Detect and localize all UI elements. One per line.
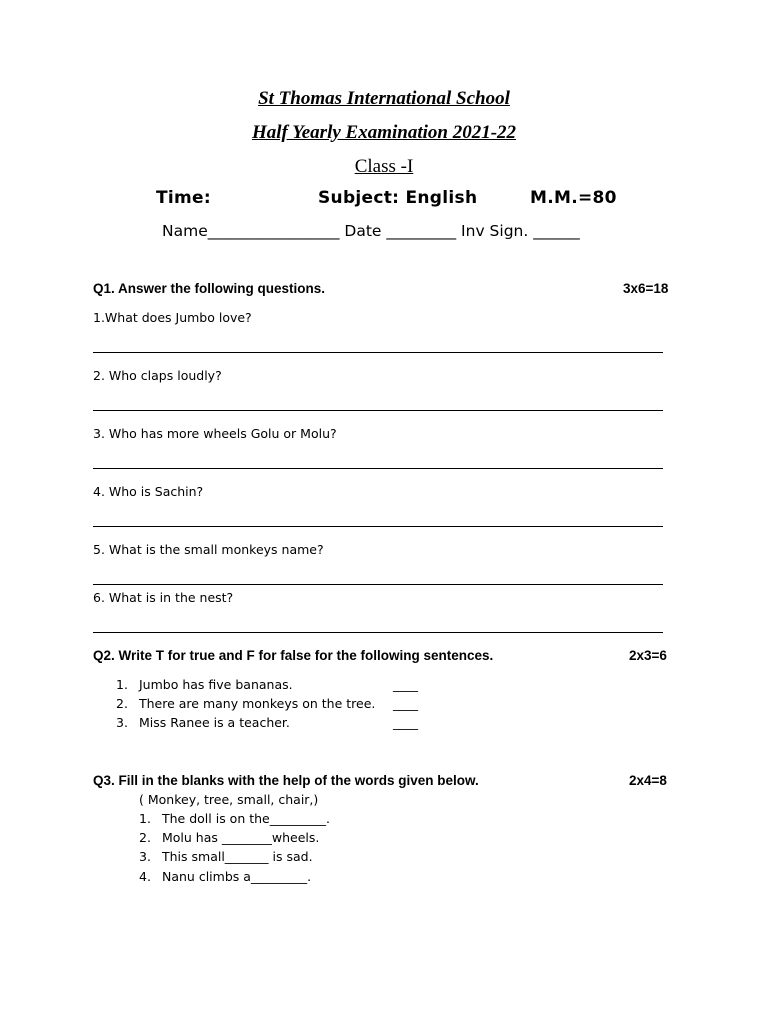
q3-item-text: Nanu climbs a_________. bbox=[162, 869, 312, 884]
max-marks-label: M.M.=80 bbox=[530, 188, 617, 208]
q1-question-6: 6. What is in the nest? bbox=[93, 590, 234, 605]
q2-item-text: Jumbo has five bananas. bbox=[139, 677, 293, 692]
q2-item-text: There are many monkeys on the tree. bbox=[139, 696, 376, 711]
q2-item-text: Miss Ranee is a teacher. bbox=[139, 715, 290, 730]
q3-item-text: This small_______ is sad. bbox=[162, 849, 313, 864]
q3-item-text: The doll is on the_________. bbox=[162, 811, 330, 826]
exam-title: Half Yearly Examination 2021-22 bbox=[251, 122, 517, 143]
subject-label: Subject: English bbox=[318, 188, 478, 208]
q2-heading: Q2. Write T for true and F for false for the following sentences. bbox=[93, 648, 494, 663]
q3-item-number: 2. bbox=[139, 830, 151, 845]
answer-line-3[interactable] bbox=[93, 468, 663, 469]
q2-item-blank[interactable]: ____ bbox=[393, 696, 418, 711]
answer-line-6[interactable] bbox=[93, 632, 663, 633]
q1-marks: 3x6=18 bbox=[623, 281, 669, 296]
q3-heading: Q3. Fill in the blanks with the help of the words given below. bbox=[93, 773, 479, 788]
class-label: Class -I bbox=[354, 156, 414, 177]
q1-question-3: 3. Who has more wheels Golu or Molu? bbox=[93, 426, 337, 441]
q1-question-4: 4. Who is Sachin? bbox=[93, 484, 204, 499]
q1-question-1: 1.What does Jumbo love? bbox=[93, 310, 252, 325]
answer-line-2[interactable] bbox=[93, 410, 663, 411]
q3-item-number: 1. bbox=[139, 811, 151, 826]
q2-item-number: 2. bbox=[116, 696, 128, 711]
q1-question-2: 2. Who claps loudly? bbox=[93, 368, 222, 383]
time-label: Time: bbox=[156, 188, 211, 208]
q2-item-number: 3. bbox=[116, 715, 128, 730]
q3-item-text: Molu has ________wheels. bbox=[162, 830, 320, 845]
answer-line-4[interactable] bbox=[93, 526, 663, 527]
q2-marks: 2x3=6 bbox=[629, 648, 667, 663]
answer-line-5[interactable] bbox=[93, 584, 663, 585]
answer-line-1[interactable] bbox=[93, 352, 663, 353]
q1-question-5: 5. What is the small monkeys name? bbox=[93, 542, 324, 557]
name-date-sign-line: Name_________________ Date _________ Inv Sign. ______ bbox=[162, 222, 580, 240]
q3-item-number: 4. bbox=[139, 869, 151, 884]
q2-item-blank[interactable]: ____ bbox=[393, 677, 418, 692]
q3-item-number: 3. bbox=[139, 849, 151, 864]
q2-item-blank[interactable]: ____ bbox=[393, 715, 418, 730]
school-name: St Thomas International School bbox=[258, 88, 510, 109]
q3-word-bank: ( Monkey, tree, small, chair,) bbox=[139, 792, 319, 807]
q3-marks: 2x4=8 bbox=[629, 773, 667, 788]
q1-heading: Q1. Answer the following questions. bbox=[93, 281, 326, 296]
q2-item-number: 1. bbox=[116, 677, 128, 692]
